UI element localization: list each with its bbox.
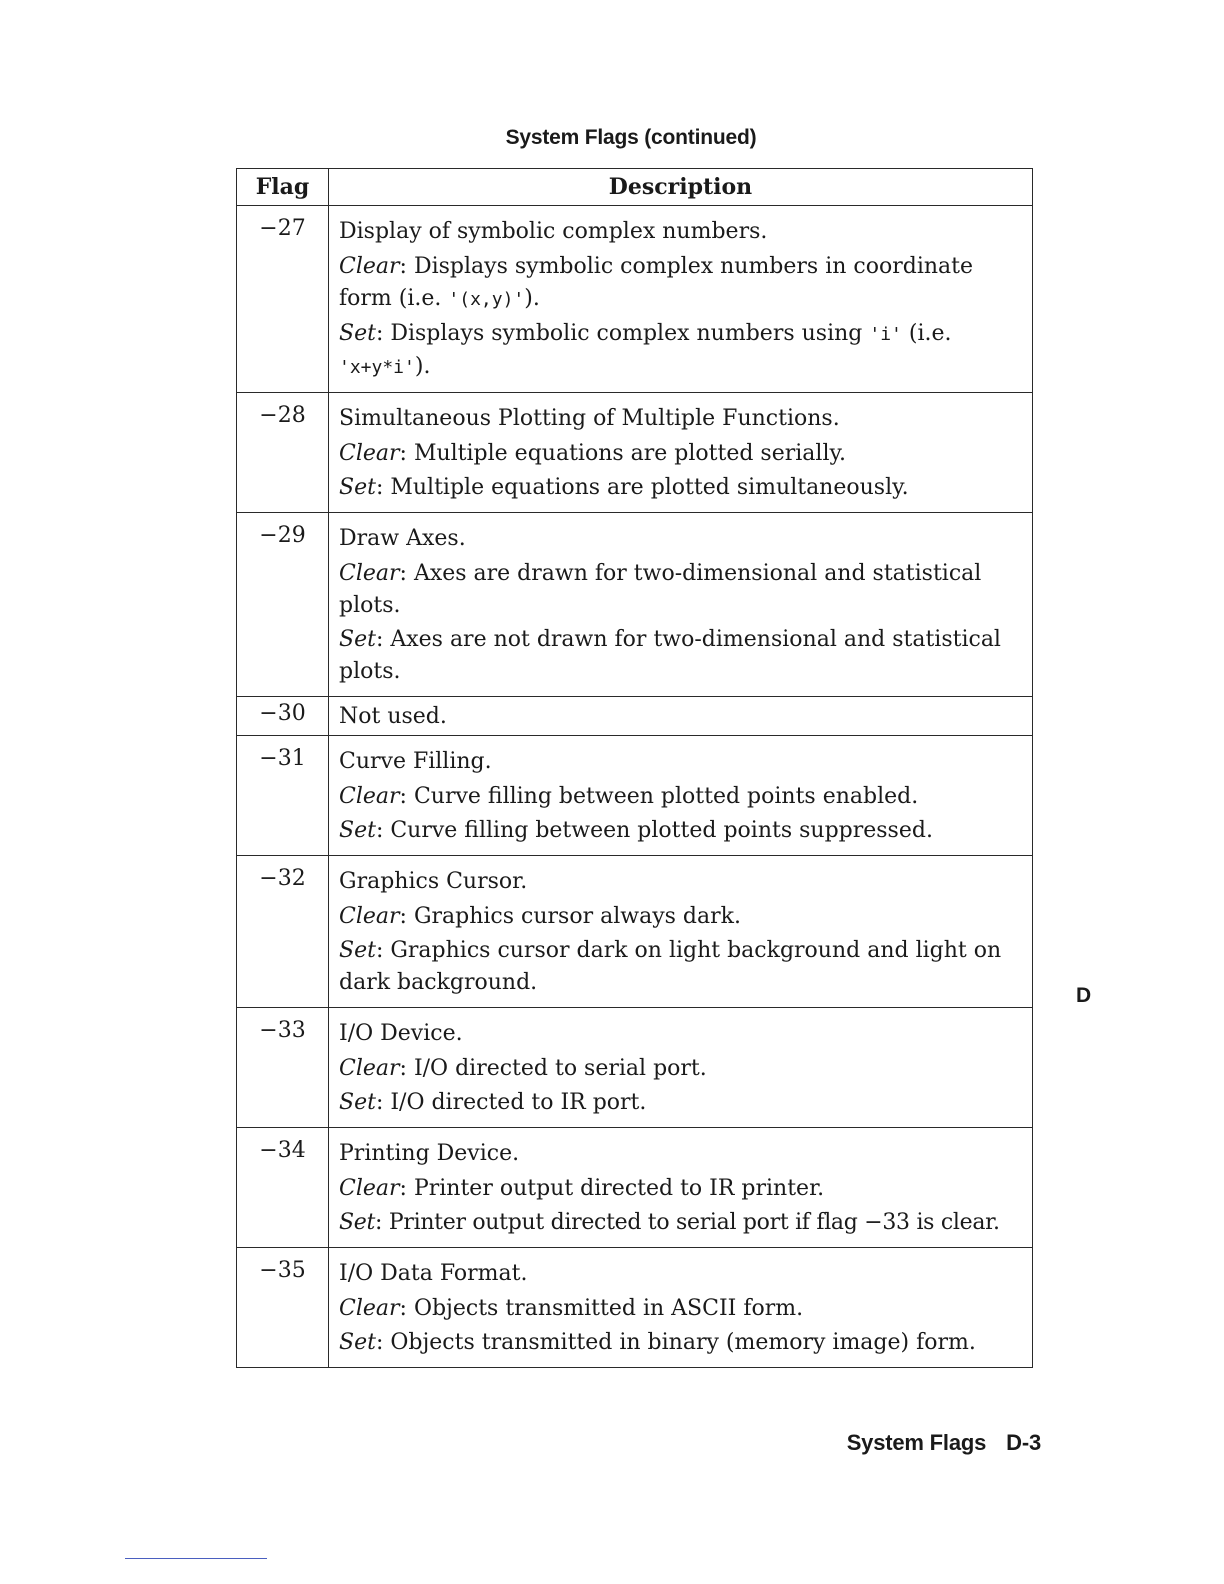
set-text: I/O directed to IR port. — [390, 1090, 647, 1115]
clear-label: Clear — [339, 784, 400, 809]
flag-clear-text: Clear: Multiple equations are plotted serially. — [339, 441, 846, 466]
flag-set-text: Set: Printer output directed to serial port if flag −33 is clear. — [339, 1210, 1000, 1235]
code-x-plus-y-i: 'x+y*i' — [339, 357, 415, 378]
clear-text: Printer output directed to IR printer. — [413, 1176, 825, 1201]
table-row — [237, 206, 1033, 393]
flag-title: Display of symbolic complex numbers. — [339, 219, 768, 244]
flag-number: −32 — [237, 856, 329, 1008]
flag-number: −28 — [237, 393, 329, 513]
flag-description — [329, 206, 1033, 393]
set-label: Set — [339, 1330, 376, 1355]
clear-text-pre: Displays symbolic complex numbers in coordinate form (i.e. — [339, 254, 974, 311]
set-text: Graphics cursor dark on light background and light on dark background. — [339, 938, 1002, 995]
appendix-side-tab: D — [1076, 984, 1092, 1007]
set-text: Curve filling between plotted points suppressed. — [390, 818, 933, 843]
flag-clear-text: Clear: Curve filling between plotted points enabled. — [339, 784, 919, 809]
flag-number: −29 — [237, 513, 329, 697]
clear-label: Clear — [339, 1296, 400, 1321]
flag-description — [329, 856, 1033, 1008]
flag-number: −27 — [237, 206, 329, 393]
flag-title: Printing Device. — [339, 1141, 520, 1166]
page-footer — [847, 1430, 1041, 1456]
flag-set-text: Set: I/O directed to IR port. — [339, 1090, 647, 1115]
flag-number: −33 — [237, 1008, 329, 1128]
flag-set-text: Set: Axes are not drawn for two-dimensional and statistical plots. — [339, 627, 1001, 684]
set-label: Set — [339, 1210, 376, 1235]
table-row — [237, 513, 1033, 697]
clear-label: Clear — [339, 1176, 400, 1201]
flag-title: Curve Filling. — [339, 749, 492, 774]
flag-set-text: Set: Curve filling between plotted points suppressed. — [339, 818, 933, 843]
flag-title: Not used. — [339, 704, 447, 729]
set-label: Set — [339, 1090, 376, 1115]
footer-section-title: System Flags — [846, 1430, 987, 1455]
set-text: Printer output directed to serial port if flag −33 is clear. — [388, 1210, 1000, 1235]
flag-description — [329, 393, 1033, 513]
table-header-row — [237, 169, 1033, 206]
set-label: Set — [339, 938, 376, 963]
clear-text-post: ). — [524, 286, 540, 311]
flag-description — [329, 736, 1033, 856]
code-coordinate-form: '(x,y)' — [448, 289, 525, 310]
flag-number: −34 — [237, 1128, 329, 1248]
set-text-mid: (i.e. — [901, 321, 952, 346]
page-title: System Flags (continued) — [505, 126, 757, 149]
flag-title: I/O Device. — [339, 1021, 463, 1046]
clear-label: Clear — [339, 904, 400, 929]
flag-description — [329, 513, 1033, 697]
page-number: D-3 — [1006, 1430, 1041, 1455]
flag-title: Graphics Cursor. — [339, 869, 528, 894]
clear-label: Clear — [339, 1056, 400, 1081]
table-row — [237, 1128, 1033, 1248]
flag-description — [329, 1128, 1033, 1248]
bottom-rule — [125, 1558, 267, 1559]
code-i: 'i' — [869, 324, 902, 345]
clear-text: Axes are drawn for two-dimensional and statistical plots. — [339, 561, 982, 618]
flag-number: −31 — [237, 736, 329, 856]
table-row — [237, 736, 1033, 856]
set-text-post: ). — [414, 354, 431, 379]
flag-description — [329, 697, 1033, 736]
set-label: Set — [339, 321, 376, 346]
clear-text: I/O directed to serial port. — [413, 1056, 707, 1081]
flag-set-text: Set: Displays symbolic complex numbers using 'i' (i.e. 'x+y*i'). — [339, 321, 952, 379]
flag-number: −35 — [237, 1248, 329, 1368]
flag-description — [329, 1008, 1033, 1128]
set-label: Set — [339, 818, 376, 843]
table-row — [237, 856, 1033, 1008]
set-text-pre: Displays symbolic complex numbers using — [390, 321, 870, 346]
flag-clear-text: Clear: Graphics cursor always dark. — [339, 904, 741, 929]
set-text: Axes are not drawn for two-dimensional and statistical plots. — [339, 627, 1001, 684]
table-row — [237, 393, 1033, 513]
clear-text: Multiple equations are plotted serially. — [413, 441, 846, 466]
set-text: Multiple equations are plotted simultaneously. — [390, 475, 909, 500]
clear-label: Clear — [339, 254, 400, 279]
table-row — [237, 1008, 1033, 1128]
flag-title: Simultaneous Plotting of Multiple Functions. — [339, 406, 840, 431]
column-header-flag: Flag — [237, 169, 329, 206]
clear-text: Curve filling between plotted points enabled. — [413, 784, 919, 809]
flag-title: I/O Data Format. — [339, 1261, 528, 1286]
flag-clear-text: Clear: Axes are drawn for two-dimensional and statistical plots. — [339, 561, 982, 618]
clear-text: Objects transmitted in ASCII form. — [413, 1296, 804, 1321]
flag-set-text: Set: Multiple equations are plotted simultaneously. — [339, 475, 909, 500]
clear-text: Graphics cursor always dark. — [413, 904, 741, 929]
table-row — [237, 697, 1033, 736]
flag-clear-text: Clear: Objects transmitted in ASCII form. — [339, 1296, 804, 1321]
set-text: Objects transmitted in binary (memory image) form. — [390, 1330, 976, 1355]
clear-label: Clear — [339, 561, 400, 586]
flag-clear-text: Clear: I/O directed to serial port. — [339, 1056, 707, 1081]
flag-title: Draw Axes. — [339, 526, 466, 551]
flag-number: −30 — [237, 697, 329, 736]
column-header-description: Description — [329, 169, 1033, 206]
table-row — [237, 1248, 1033, 1368]
flag-clear-text: Clear: Printer output directed to IR printer. — [339, 1176, 825, 1201]
clear-label: Clear — [339, 441, 400, 466]
flag-set-text: Set: Objects transmitted in binary (memory image) form. — [339, 1330, 976, 1355]
flag-description — [329, 1248, 1033, 1368]
flag-set-text: Set: Graphics cursor dark on light background and light on dark background. — [339, 938, 1002, 995]
set-label: Set — [339, 475, 376, 500]
flag-clear-text: Clear: Displays symbolic complex numbers in coordinate form (i.e. '(x,y)'). — [339, 254, 974, 311]
system-flags-table — [236, 168, 1033, 1368]
set-label: Set — [339, 627, 376, 652]
